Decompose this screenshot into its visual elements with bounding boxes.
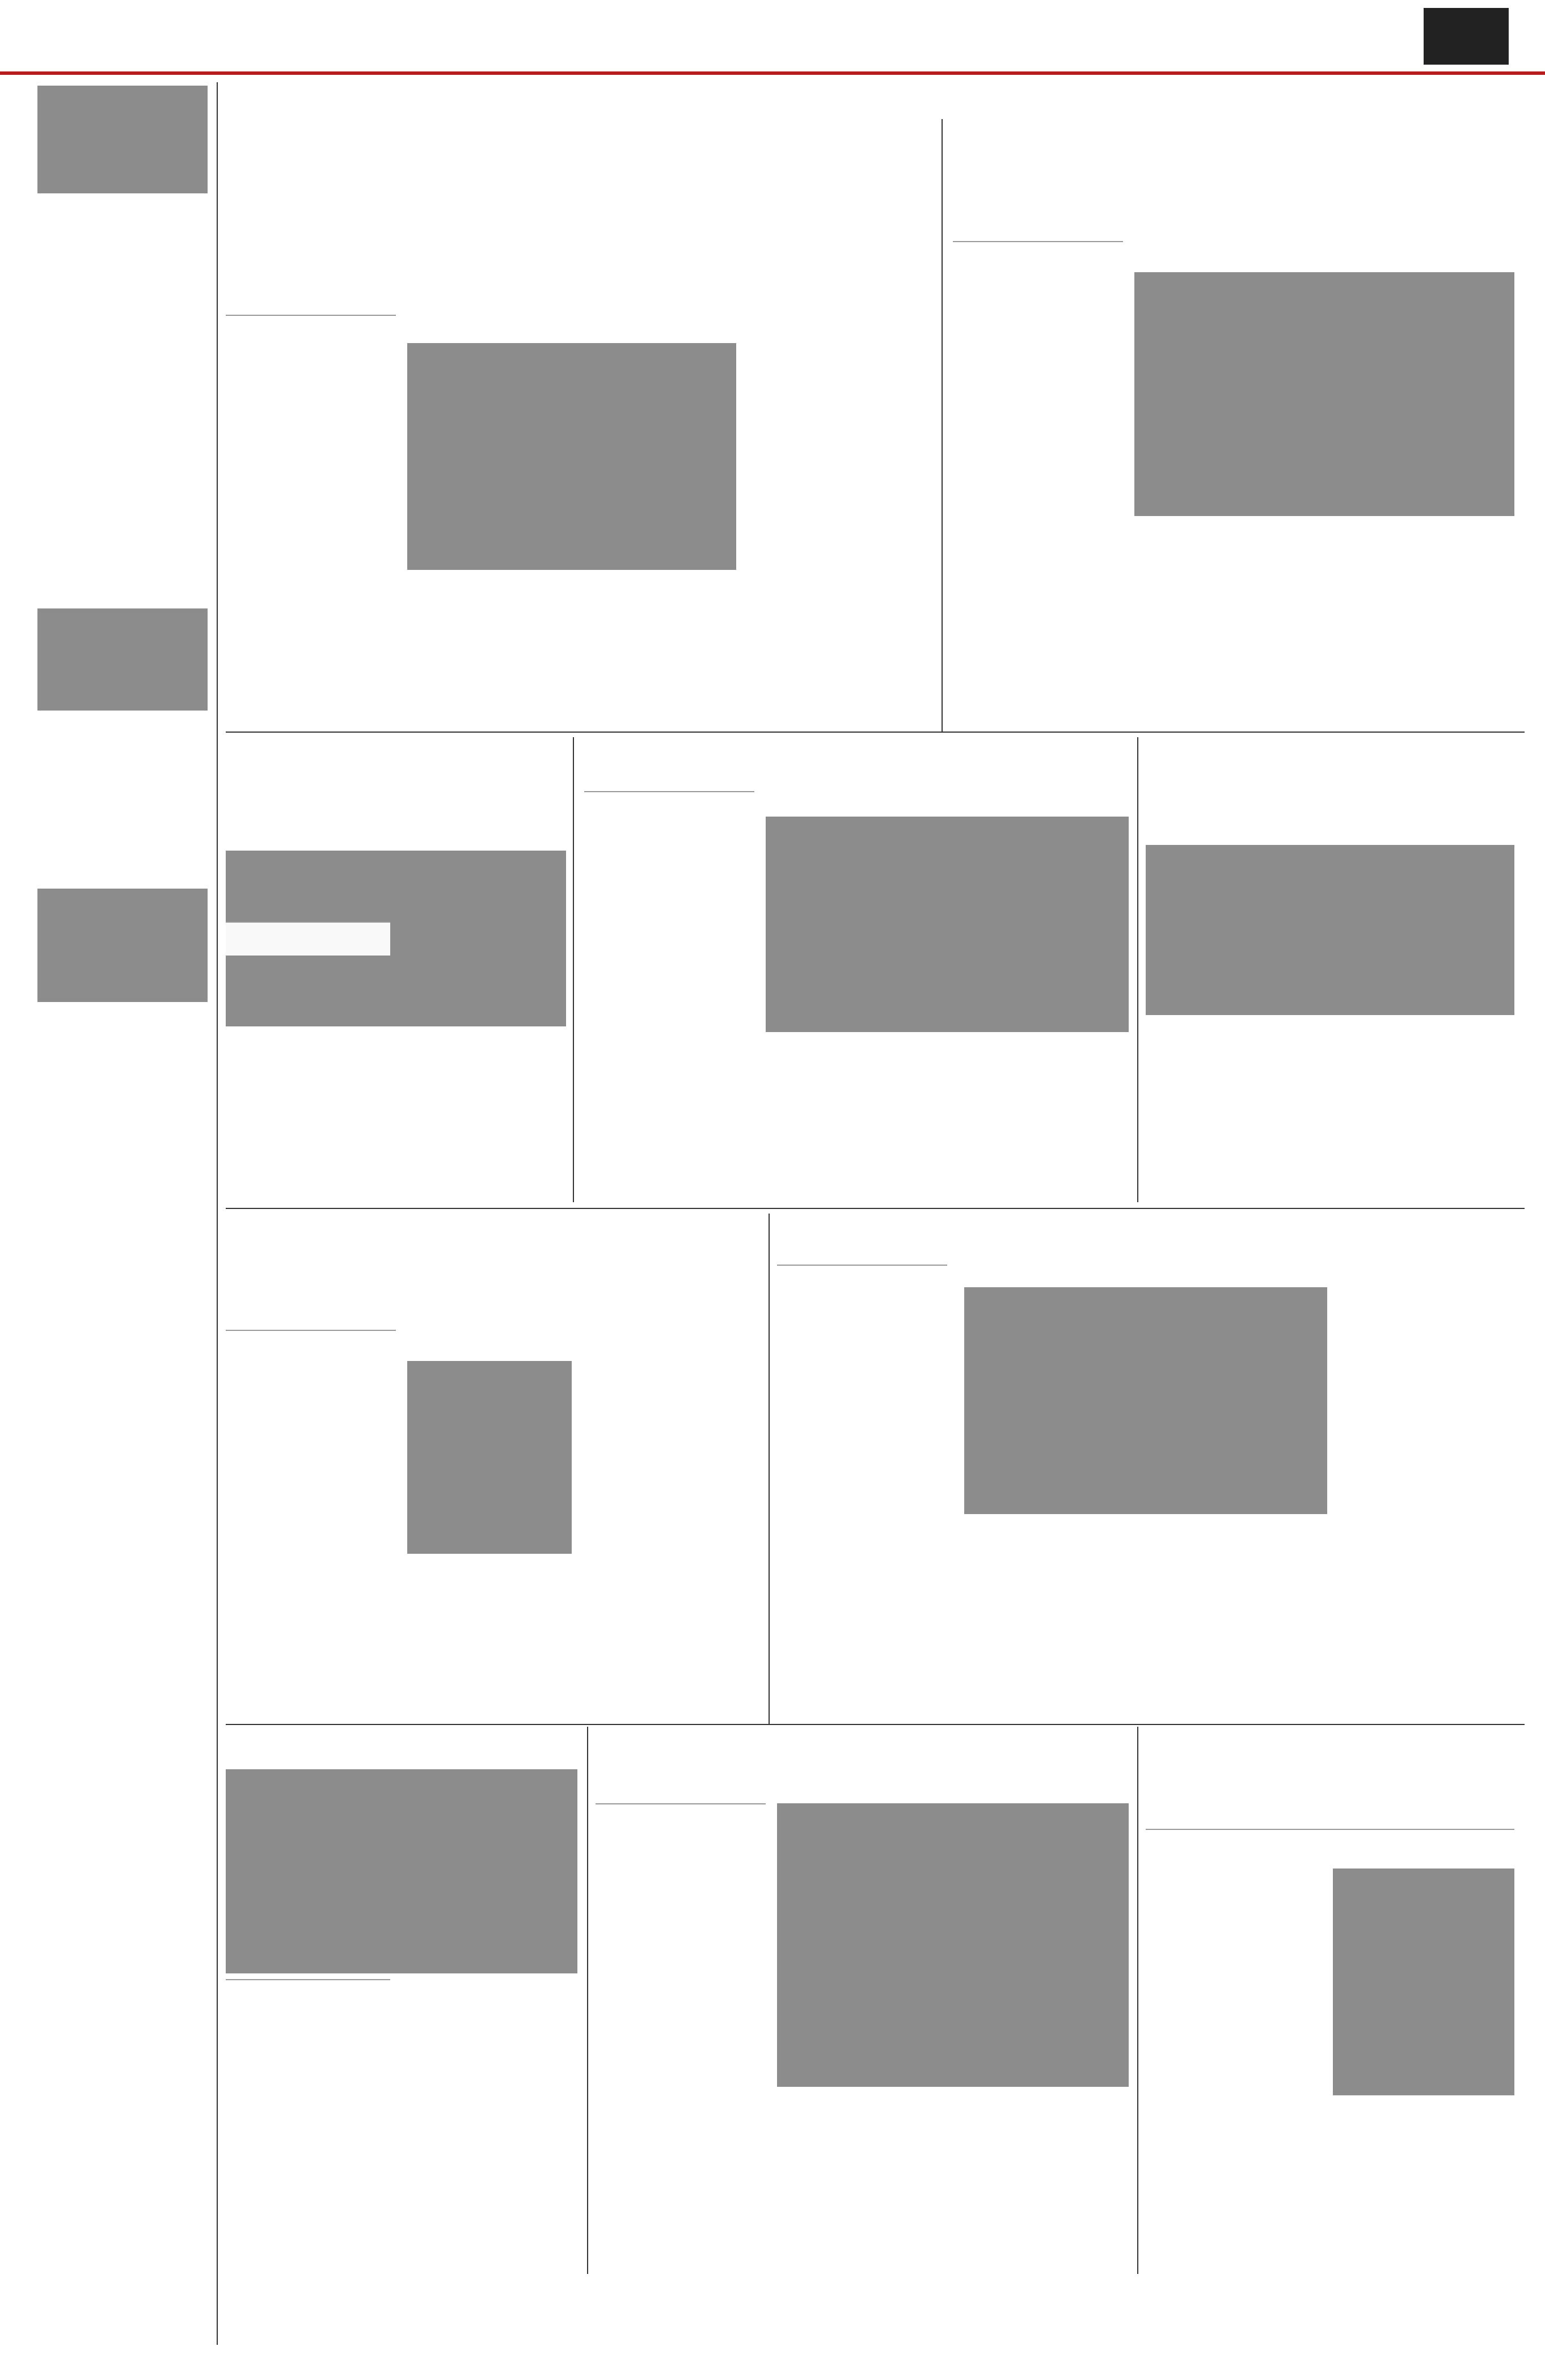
column-divider [587,1727,588,2274]
article-text [596,1840,766,2271]
page-number [1424,8,1509,65]
brief-text [37,197,208,333]
article-text [584,828,754,1202]
article-text [777,2092,947,2271]
article-text [1146,1021,1324,1202]
brief-text [37,337,208,604]
byline [226,315,396,349]
article-text [402,1979,577,2271]
column-divider [769,1214,770,1724]
article-text [1330,525,1514,723]
article-text [226,2016,390,2271]
article-text [1336,1021,1514,1202]
article-text [1149,1520,1327,1715]
article-text [964,1520,1137,1715]
byline [226,921,390,956]
brief-photo [37,608,208,711]
headline [226,1730,577,1764]
article-text [1339,1265,1514,1715]
article-text [402,1032,566,1202]
article-text [583,1361,759,1715]
column-divider [217,82,218,2345]
headline [596,1730,1129,1769]
article-text [1134,525,1316,723]
byline [584,791,754,825]
brief-text [37,714,208,884]
article-text [226,360,396,720]
masthead [0,0,1545,75]
article-text [226,1369,396,1715]
brief-photo [37,86,208,193]
column-divider [1137,737,1138,1202]
byline [226,1330,396,1364]
article-text [226,1032,390,1202]
memorandum-photo [766,817,1129,1032]
brief-text [37,1328,208,1758]
headline [1146,743,1514,839]
headline [226,743,566,845]
brief-photo [37,889,208,1002]
byline [953,241,1123,275]
byline [777,1265,947,1299]
handcart-photo [1146,845,1514,1015]
meeting-photo [1333,1869,1514,2095]
section-rule [226,1208,1525,1209]
column-divider [1137,1727,1138,2274]
headline [953,128,1514,238]
quiz-winners-photo [777,1803,1129,2087]
column-divider [942,119,943,732]
article-text [959,2092,1129,2271]
article-text [953,284,1123,723]
article-text [1333,2101,1514,2271]
section-rule [226,732,1525,733]
headline [226,1216,759,1330]
byline [226,1979,390,2013]
article-text [1146,1869,1322,2271]
article-text [407,1559,572,1715]
brief-text [37,1005,208,1323]
awareness-photo [407,1361,572,1554]
bulldozer-photo [226,1769,577,1973]
fire-drill-photo [964,1287,1327,1514]
column-divider [573,737,574,1202]
byline [1146,1829,1514,1863]
newspaper-logo [23,11,284,62]
headline [584,743,1129,788]
article-text [748,343,929,720]
news-brief-column [37,82,208,2345]
headline [1146,1730,1514,1826]
office-photo [1134,272,1514,516]
section-rule [226,1724,1525,1725]
protest-photo [407,343,736,570]
article-text [766,1038,942,1202]
headline [777,1216,1514,1259]
lead-headline-block [226,125,935,301]
article-text [953,1038,1129,1202]
byline [596,1803,766,1837]
article-text [777,1304,953,1715]
article-text [407,576,736,720]
